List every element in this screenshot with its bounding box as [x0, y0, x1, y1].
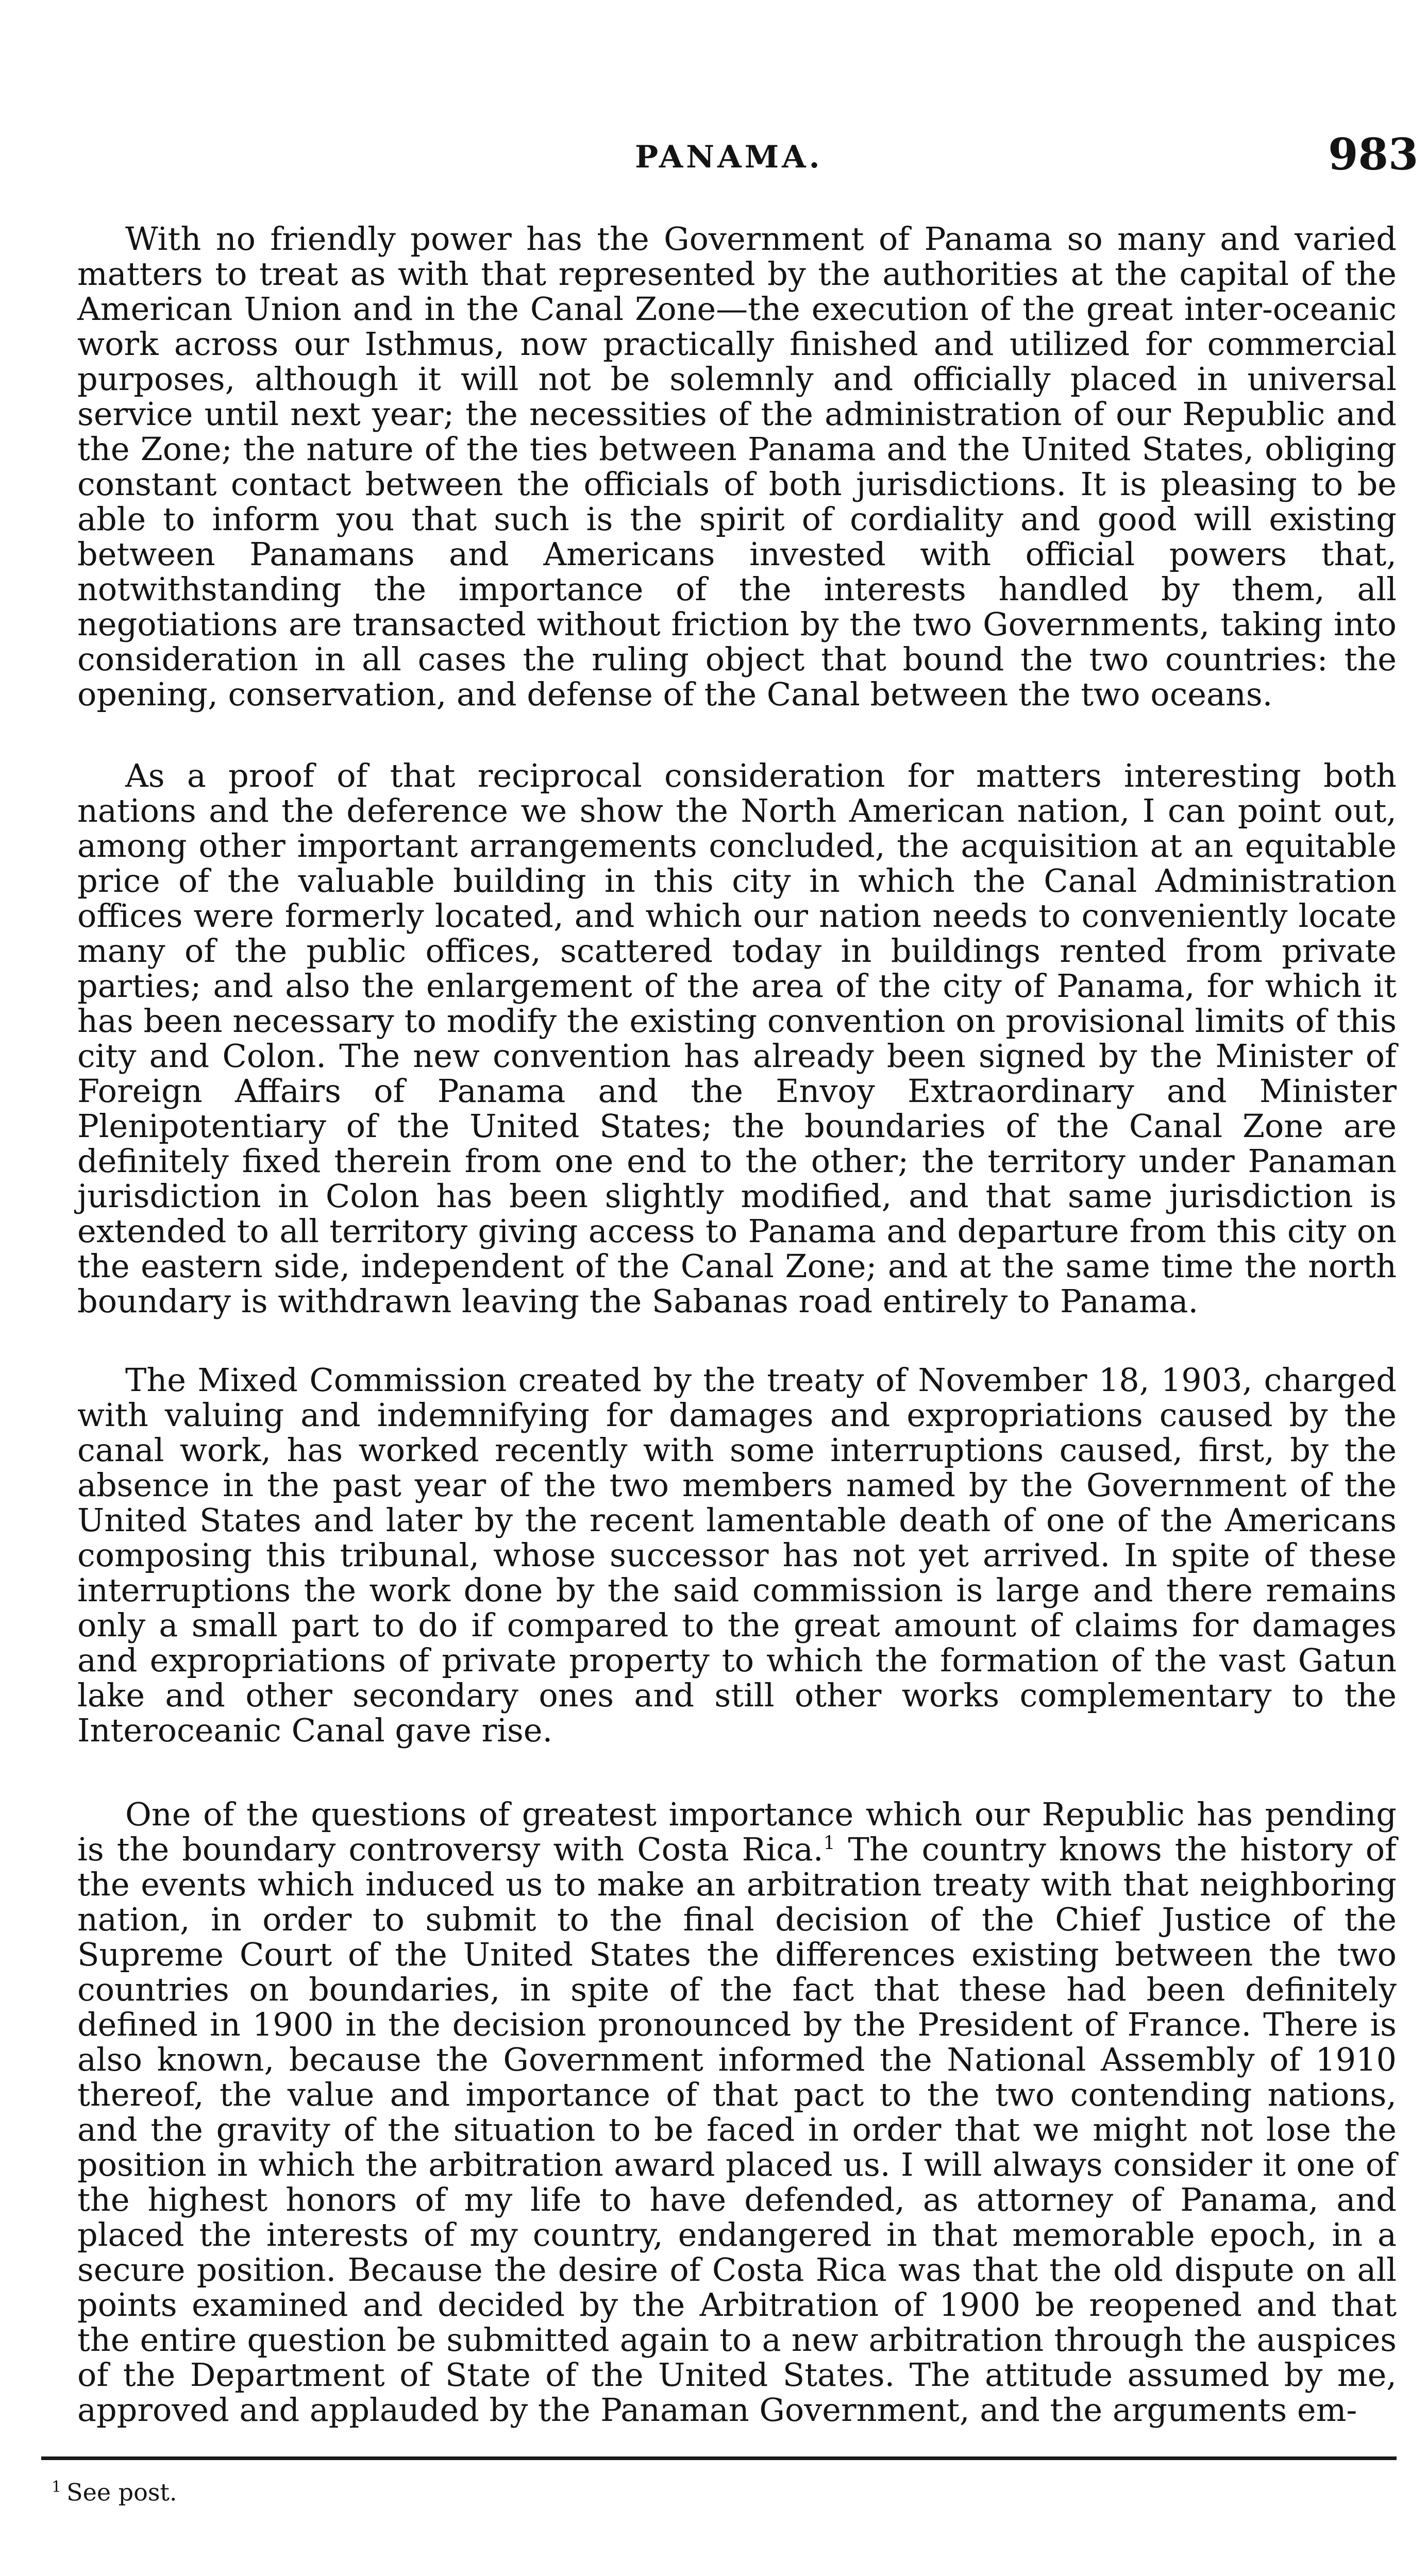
paragraph-canal-relations: With no friendly power has the Government of Panama so many and varied matters to treat as with that represented by the authorities at the capital of the American Union and in the Canal Zone—the execution of the great inter-oceanic work across our Isthmus, now practically finished and utilized for commercial purposes, although it will not be solemnly and officially placed in universal service until next year; the necessities of the administration of our Republic and the Zone; the nature of the ties between Panama and the United States, obliging constant contact between the officials of both jurisdictions. It is pleasing to be able to inform you that such is the spirit of cordiality and good will existing between Panamans and Americans invested with official powers that, notwithstanding the importance of the interests handled by them, all negotiations are transacted without friction by the two Governments, taking into consideration in all cases the ruling object that bound the two countries: the opening, conservation, and defense of the Canal between the two oceans.	[77, 220, 1397, 713]
paragraph-mixed-commission: The Mixed Commission created by the treaty of November 18, 1903, charged with valuing and indemnifying for damages and expropriations caused by the canal work, has worked recently with some interruptions caused, first, by the absence in the past year of the two members named by the Government of the United States and later by the recent lamentable death of one of the Americans composing this tribunal, whose successor has not yet arrived. In spite of these interruptions the work done by the said commission is large and there remains only a small part to do if compared to the great amount of claims for damages and expropriations of private property to which the formation of the vast Gatun lake and other secondary ones and still other works complementary to the Interoceanic Canal gave rise.	[77, 1361, 1397, 1749]
paragraph-city-convention: As a proof of that reciprocal consideration for matters interesting both nations and the deference we show the North American nation, I can point out, among other important arrangements concluded, the acquisition at an equitable price of the valuable building in this city in which the Canal Administration offices were formerly located, and which our nation needs to conveniently locate many of the public offices, scattered today in buildings rented from private parties; and also the enlargement of the area of the city of Panama, for which it has been necessary to modify the existing convention on provisional limits of this city and Colon. The new convention has already been signed by the Minister of Foreign Affairs of Panama and the Envoy Extraordinary and Minister Plenipotentiary of the United States; the boundaries of the Canal Zone are definitely fixed therein from one end to the other; the territory under Panaman jurisdiction in Colon has been slightly modified, and that same jurisdiction is extended to all territory giving access to Panama and departure from this city on the eastern side, independent of the Canal Zone; and at the same time the north boundary is withdrawn leaving the Sabanas road entirely to Panama.	[77, 757, 1397, 1320]
body-text	[77, 222, 1397, 2428]
page-number: 983	[1328, 129, 1419, 180]
footnote-divider	[41, 2456, 1397, 2460]
page-header	[0, 129, 1427, 191]
running-title: PANAMA.	[635, 139, 823, 175]
footnote-text: See post.	[66, 2478, 177, 2506]
paragraph-costa-rica-boundary	[77, 1797, 1397, 2428]
paragraph-text-before-ref: One of the questions of greatest importance which our Republic has pending is the boundary controversy with Costa Rica.	[77, 1795, 1397, 1868]
footnote	[52, 2478, 177, 2506]
footnote-mark: 1	[52, 2478, 62, 2496]
paragraph-text-after-ref: The country knows the history of the events which induced us to make an arbitration treaty with that neighboring nation, in order to submit to the final decision of the Chief Justice of the Supreme Court of the United States the differences existing between the two countries on boundaries, in spite of the fact that these had been definitely defined in 1900 in the decision pronounced by the President of France. There is also known, because the Government informed the National Assembly of 1910 thereof, the value and importance of that pact to the two contending nations, and the gravity of the situation to be faced in order that we might not lose the position in which the arbitration award placed us. I will always consider it one of the highest honors of my life to have defended, as attorney of Panama, and placed the interests of my country, endangered in that memorable epoch, in a secure position. Because the desire of Costa Rica was that the old dispute on all points examined and decided by the Arbitration of 1900 be reopened and that the entire question be submitted again to a new arbitration through the auspices of the Department of State of the United States. The attitude assumed by me, approved and applauded by the Panaman Government, and the arguments em-	[77, 1831, 1397, 2429]
footnote-reference: 1	[823, 1833, 835, 1854]
